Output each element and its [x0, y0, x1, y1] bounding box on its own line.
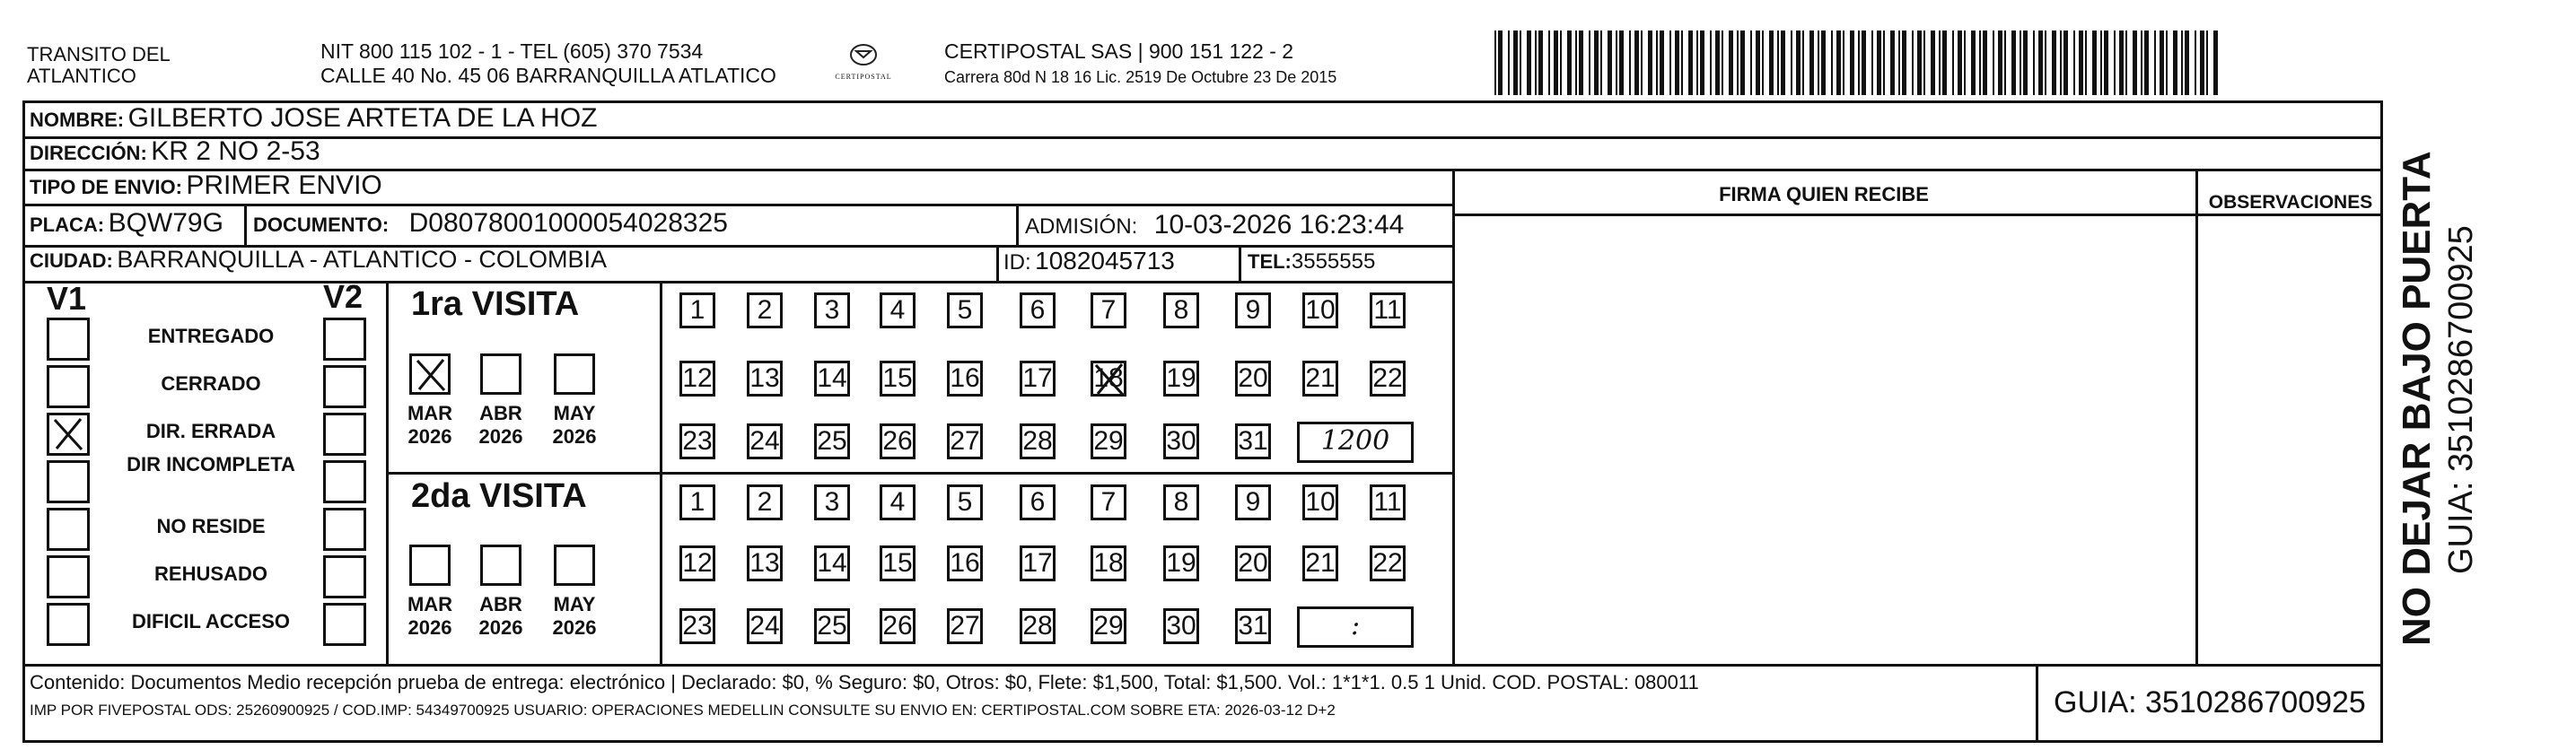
year-label: 2026 [407, 425, 452, 448]
barcode-bar [1538, 31, 1543, 95]
year-label: 2026 [552, 425, 597, 448]
barcode-bar [2085, 31, 2087, 95]
row-divider [22, 136, 2383, 139]
year-label: 2026 [478, 616, 523, 639]
day-box[interactable]: 26 [880, 423, 916, 459]
tipo-envio-label: TIPO DE ENVIO: [30, 176, 182, 198]
barcode-bar [1722, 31, 1723, 95]
x-mark-icon [412, 356, 450, 394]
barcode-bar [1821, 31, 1826, 95]
barcode-bar [1656, 31, 1658, 95]
day-box[interactable]: 27 [947, 608, 983, 644]
day-box[interactable]: 16 [947, 545, 983, 581]
barcode-bar [1890, 31, 1895, 95]
license-line: Carrera 80d N 18 16 Lic. 2519 De Octubre 23 De 2015 [944, 68, 1337, 86]
barcode-bar [2060, 31, 2062, 95]
barcode-bar [1737, 31, 1739, 95]
direccion-value: KR 2 NO 2-53 [151, 136, 320, 166]
day-box[interactable]: 18 [1091, 545, 1126, 581]
barcode-bar [1688, 31, 1693, 95]
barcode-bar [1791, 31, 1792, 95]
barcode-bar [1594, 31, 1599, 95]
barcode-bar [2206, 31, 2208, 95]
barcode-bar [2166, 31, 2168, 95]
day-box[interactable]: 9 [1235, 484, 1271, 520]
barcode-bar [1527, 31, 1531, 95]
barcode-bar [1756, 31, 1760, 95]
barcode-bar [1836, 31, 1841, 95]
day-box[interactable]: 5 [947, 484, 983, 520]
barcode-bar [1983, 31, 1987, 95]
month-checkbox[interactable] [409, 545, 451, 586]
barcode-bar [2185, 31, 2189, 95]
month-checkbox[interactable] [409, 353, 451, 395]
barcode-bar [1818, 31, 1819, 95]
barcode-bar [1942, 31, 1947, 95]
documento-cell [253, 208, 728, 239]
day-mark-icon [1091, 361, 1128, 398]
barcode-bar [2181, 31, 2183, 95]
v1-checkbox[interactable] [47, 318, 90, 361]
placa-label: PLACA: [30, 214, 105, 236]
month-label: MAY [553, 402, 596, 424]
barcode-bar [1634, 31, 1639, 95]
visit2-title: 2da VISITA [411, 477, 587, 515]
barcode-bar [1608, 31, 1612, 95]
day-box[interactable]: 30 [1163, 423, 1199, 459]
barcode-bar [1548, 31, 1550, 95]
x-mark-icon [1091, 361, 1128, 398]
day-box[interactable]: 12 [679, 361, 715, 397]
barcode-bar [1616, 31, 1617, 95]
barcode-bar [1952, 31, 1954, 95]
tel-value: 3555555 [1291, 249, 1376, 274]
barcode-bar [2038, 31, 2043, 95]
cell-divider [1016, 204, 1019, 245]
day-box[interactable]: 22 [1370, 361, 1406, 397]
day-box[interactable]: 24 [747, 608, 783, 644]
observaciones-label: OBSERVACIONES [2208, 192, 2373, 213]
v2-checkbox[interactable] [323, 603, 366, 646]
v2-checkbox[interactable] [323, 508, 366, 551]
company-line: CERTIPOSTAL SAS | 900 151 122 - 2 [944, 39, 1294, 63]
status-reason-label: REHUSADO [154, 562, 267, 585]
barcode-bar [1641, 31, 1643, 95]
barcode-bar [1993, 31, 1994, 95]
day-box[interactable]: 30 [1163, 608, 1199, 644]
row-divider [22, 664, 2383, 667]
day-box[interactable]: 25 [814, 423, 850, 459]
barcode-bar [1520, 31, 1521, 95]
barcode-bar [1629, 31, 1631, 95]
day-box[interactable]: 21 [1302, 545, 1338, 581]
barcode-bar [1802, 31, 1804, 95]
ciudad-value: BARRANQUILLA - ATLANTICO - COLOMBIA [117, 246, 607, 273]
barcode-bar [1535, 31, 1537, 95]
barcode-bar [2023, 31, 2028, 95]
barcode-bar [2073, 31, 2075, 95]
day-box[interactable]: 14 [814, 545, 850, 581]
month-label: MAY [553, 593, 596, 615]
v2-checkbox[interactable] [323, 460, 366, 503]
barcode-bar [1902, 31, 1906, 95]
nombre-value: GILBERTO JOSE ARTETA DE LA HOZ [127, 103, 598, 133]
barcode-bar [1715, 31, 1720, 95]
x-mark-icon [49, 415, 87, 453]
cell-divider [996, 245, 999, 281]
month-label: ABR [479, 593, 522, 615]
barcode-bar [1579, 31, 1583, 95]
month-label: ABR [479, 402, 522, 424]
day-box[interactable]: 15 [880, 361, 916, 397]
guia-box-divider [2036, 664, 2038, 743]
day-box[interactable]: 13 [747, 545, 783, 581]
barcode-bar [2213, 31, 2218, 95]
side-text [2395, 135, 2502, 646]
month-checkbox[interactable] [554, 353, 595, 395]
row-divider [22, 204, 1454, 206]
guia-box: GUIA: 3510286700925 [2054, 685, 2366, 719]
ciudad-label: CIUDAD: [30, 249, 113, 272]
barcode-bar [1831, 31, 1833, 95]
day-box[interactable]: 18 [1091, 361, 1126, 397]
day-box[interactable]: 20 [1235, 545, 1271, 581]
day-box[interactable]: 3 [814, 292, 850, 328]
status-reason-label: ENTREGADO [147, 325, 275, 347]
v1-checkbox[interactable] [47, 603, 90, 646]
barcode-bar [1681, 31, 1683, 95]
day-box[interactable]: 13 [747, 361, 783, 397]
barcode-bar [1858, 31, 1860, 95]
month-checkbox[interactable] [480, 353, 521, 395]
barcode-bar [1494, 31, 1496, 95]
barcode-bar [2119, 31, 2124, 95]
v1-checkbox[interactable] [47, 460, 90, 503]
v2-checkbox[interactable] [323, 318, 366, 361]
v1-checkbox[interactable] [47, 365, 90, 408]
sender-line-1: TRANSITO DEL [27, 43, 171, 65]
direccion-label: DIRECCIÓN: [30, 142, 147, 164]
no-dejar-bajo-puerta: NO DEJAR BAJO PUERTA [2395, 151, 2439, 646]
barcode-bar [1660, 31, 1664, 95]
nombre-label: NOMBRE: [30, 109, 125, 131]
day-box[interactable]: 22 [1370, 545, 1406, 581]
barcode-bar [1939, 31, 1941, 95]
imp-line: IMP POR FIVEPOSTAL ODS: 25260900925 / COD.IMP: 54349700925 USUARIO: OPERACIONES MEDELLIN CONSULTE SU ENVIO EN: CERTIPOSTAL.COM SOBRE ETA: 2026-03-12 D+2 [30, 702, 1336, 719]
barcode-bar [1600, 31, 1602, 95]
status-reason-label: DIR. ERRADA [145, 420, 276, 442]
barcode-bar [1560, 31, 1562, 95]
day-box[interactable]: 9 [1235, 292, 1271, 328]
barcode-bar [1498, 31, 1503, 95]
admision-cell [1025, 210, 1404, 240]
id-value: 1082045713 [1035, 247, 1175, 275]
barcode-bar [1998, 31, 2002, 95]
day-box[interactable]: 23 [679, 608, 715, 644]
barcode-bar [2144, 31, 2149, 95]
tipo-envio-value: PRIMER ENVIO [186, 170, 382, 200]
day-box[interactable]: 2 [747, 484, 783, 520]
month-label: MAR [407, 593, 453, 615]
certipostal-logo [828, 41, 899, 92]
month-checkbox[interactable] [554, 545, 595, 586]
barcode-bar [1809, 31, 1814, 95]
day-box[interactable]: 12 [679, 545, 715, 581]
barcode-bar [1589, 31, 1590, 95]
day-box[interactable]: 8 [1163, 484, 1199, 520]
barcode-bar [1769, 31, 1774, 95]
barcode-bar [2160, 31, 2164, 95]
barcode-bar [1917, 31, 1922, 95]
barcode-bar [2125, 31, 2127, 95]
year-label: 2026 [407, 616, 452, 639]
day-box[interactable]: 29 [1091, 423, 1126, 459]
address-line: CALLE 40 No. 45 06 BARRANQUILLA ATLATICO [320, 64, 776, 87]
status-reason-label: DIFICIL ACCESO [131, 610, 290, 632]
barcode-bar [1964, 31, 1966, 95]
contenido-line: Contenido: Documentos Medio recepción prueba de entrega: electrónico | Declarado: $0, % Seguro: $0, Otros: $0, Flete: $1,500, Total: $1,500. Vol.: 1*1*1. 0.5 1 Unid. COD. POSTAL: 080011 [30, 671, 1699, 693]
day-box[interactable]: 27 [947, 423, 983, 459]
right-header-divider [1452, 214, 2383, 216]
day-box[interactable]: 3 [814, 484, 850, 520]
barcode-bar [1912, 31, 1914, 95]
day-box[interactable]: 23 [679, 423, 715, 459]
barcode-bar [1979, 31, 1981, 95]
barcode-bar [1669, 31, 1671, 95]
year-label: 2026 [478, 425, 523, 448]
barcode-bar [1777, 31, 1779, 95]
v2-checkbox[interactable] [323, 365, 366, 408]
day-box[interactable]: 31 [1235, 608, 1271, 644]
barcode-bar [2011, 31, 2016, 95]
direccion-row [30, 136, 320, 167]
cell-divider [1239, 245, 1241, 281]
right-panel-divider [1452, 169, 1455, 665]
day-box[interactable]: 8 [1163, 292, 1199, 328]
status-reason-label: NO RESIDE [156, 515, 266, 537]
day-box[interactable]: 1 [679, 484, 715, 520]
day-box[interactable]: 11 [1370, 484, 1406, 520]
day-box[interactable]: 26 [880, 608, 916, 644]
envelope-icon [846, 41, 881, 68]
day-box[interactable]: 20 [1235, 361, 1271, 397]
status-reason-label: CERRADO [161, 372, 261, 395]
v2-checkbox[interactable] [323, 413, 366, 456]
month-label: MAR [407, 402, 453, 424]
year-label: 2026 [552, 616, 597, 639]
barcode-bar [1675, 31, 1679, 95]
logo-text: CERTIPOSTAL [835, 73, 892, 81]
barcode-bar [2104, 31, 2108, 95]
day-box[interactable]: 7 [1091, 484, 1126, 520]
v1-label: V1 [47, 280, 87, 317]
day-box[interactable]: 10 [1302, 484, 1338, 520]
documento-value: D08078001000054028325 [408, 208, 728, 238]
id-label: ID: [1003, 250, 1031, 275]
barcode-bar [1619, 31, 1624, 95]
side-guia: GUIA: 3510286700925 [2442, 225, 2480, 574]
day-box[interactable]: 21 [1302, 361, 1338, 397]
day-box[interactable]: 28 [1020, 423, 1056, 459]
v2-label: V2 [323, 278, 364, 315]
time-box[interactable]: : [1297, 606, 1414, 648]
visit1-title: 1ra VISITA [411, 285, 580, 323]
visit-divider [386, 472, 1454, 475]
barcode-bar [1700, 31, 1704, 95]
barcode-bar [1898, 31, 1900, 95]
placa-value: BQW79G [108, 208, 223, 238]
day-box[interactable]: 7 [1091, 292, 1126, 328]
barcode-bar [2052, 31, 2056, 95]
cell-divider [244, 204, 247, 245]
barcode-bar [1740, 31, 1745, 95]
day-box[interactable]: 2 [747, 292, 783, 328]
barcode-bar [2133, 31, 2137, 95]
barcode-bar [2020, 31, 2021, 95]
nit-line: NIT 800 115 102 - 1 - TEL (605) 370 7534 [320, 39, 704, 63]
barcode-bar [1554, 31, 1558, 95]
barcode-bar [2100, 31, 2102, 95]
day-box[interactable]: 1 [679, 292, 715, 328]
barcode-bar [1710, 31, 1712, 95]
barcode-bar [2141, 31, 2142, 95]
barcode-bar [1762, 31, 1764, 95]
placa-cell [30, 208, 223, 239]
barcode-bar [2200, 31, 2204, 95]
barcode [1494, 31, 2230, 95]
barcode-bar [1877, 31, 1881, 95]
barcode-bar [1850, 31, 1854, 95]
barcode-bar [2063, 31, 2068, 95]
barcode-bar [2033, 31, 2035, 95]
row-divider [22, 281, 1454, 283]
barcode-bar [1931, 31, 1935, 95]
day-box[interactable]: 6 [1020, 292, 1056, 328]
day-box[interactable]: 4 [880, 484, 916, 520]
day-box[interactable]: 17 [1020, 545, 1056, 581]
day-box[interactable]: 31 [1235, 423, 1271, 459]
admision-value: 10-03-2026 16:23:44 [1153, 210, 1405, 240]
status-reason-label: DIR INCOMPLETA [127, 453, 295, 475]
barcode-bar [2004, 31, 2006, 95]
v1-checkbox[interactable] [47, 413, 90, 456]
nombre-row [30, 103, 598, 134]
time-box[interactable]: 1200 [1297, 422, 1414, 463]
barcode-bar [1781, 31, 1785, 95]
tel-label: TEL: [1248, 250, 1292, 273]
barcode-bar [2173, 31, 2177, 95]
day-box[interactable]: 17 [1020, 361, 1056, 397]
barcode-bar [1796, 31, 1801, 95]
day-box[interactable]: 16 [947, 361, 983, 397]
day-box[interactable]: 10 [1302, 292, 1338, 328]
month-checkbox[interactable] [480, 545, 521, 586]
barcode-bar [1971, 31, 1976, 95]
barcode-bar [1958, 31, 1962, 95]
barcode-bar [1696, 31, 1698, 95]
barcode-bar [2045, 31, 2046, 95]
day-box[interactable]: 15 [880, 545, 916, 581]
barcode-bar [1729, 31, 1733, 95]
v2-checkbox[interactable] [323, 555, 366, 598]
barcode-bar [1862, 31, 1866, 95]
barcode-bar [1648, 31, 1652, 95]
day-box[interactable]: 28 [1020, 608, 1056, 644]
barcode-bar [2195, 31, 2196, 95]
barcode-bar [1843, 31, 1844, 95]
tipo-envio-row [30, 170, 382, 201]
ciudad-cell [30, 246, 607, 274]
barcode-bar [1871, 31, 1873, 95]
barcode-bar [2154, 31, 2156, 95]
day-box[interactable]: 14 [814, 361, 850, 397]
barcode-bar [1750, 31, 1752, 95]
sender-line-2: ATLANTICO [27, 65, 136, 87]
day-box[interactable]: 24 [747, 423, 783, 459]
documento-label: DOCUMENTO: [253, 214, 390, 236]
barcode-bar [1883, 31, 1885, 95]
admision-label: ADMISIÓN: [1025, 214, 1138, 239]
day-box[interactable]: 5 [947, 292, 983, 328]
id-cell [1003, 247, 1175, 275]
tel-cell [1248, 249, 1375, 275]
barcode-bar [1513, 31, 1518, 95]
day-box[interactable]: 19 [1163, 545, 1199, 581]
firma-label: FIRMA QUIEN RECIBE [1719, 183, 1929, 205]
day-box[interactable]: 6 [1020, 484, 1056, 520]
day-box[interactable]: 25 [814, 608, 850, 644]
day-box[interactable]: 11 [1370, 292, 1406, 328]
barcode-bar [2114, 31, 2116, 95]
barcode-bar [2079, 31, 2083, 95]
observaciones-divider [2195, 169, 2198, 665]
barcode-bar [2092, 31, 2097, 95]
v1-checkbox[interactable] [47, 508, 90, 551]
day-box[interactable]: 4 [880, 292, 916, 328]
barcode-bar [1508, 31, 1510, 95]
barcode-bar [1923, 31, 1925, 95]
day-box[interactable]: 29 [1091, 608, 1126, 644]
v1-checkbox[interactable] [47, 555, 90, 598]
day-box[interactable]: 19 [1163, 361, 1199, 397]
barcode-bar [1575, 31, 1577, 95]
barcode-bar [1567, 31, 1572, 95]
